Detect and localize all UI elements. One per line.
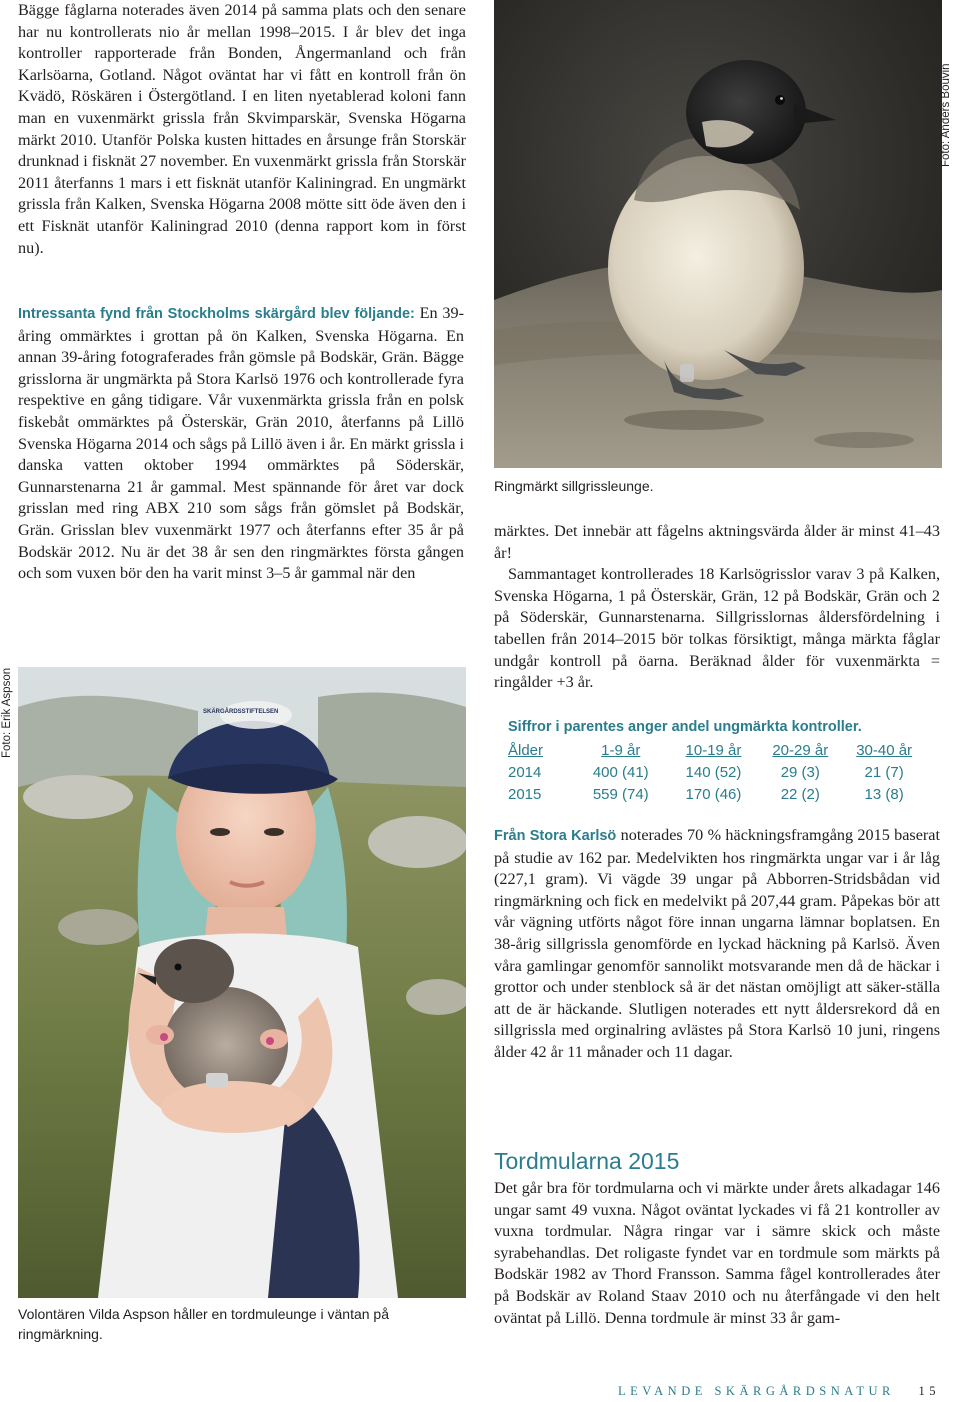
footer: [618, 1384, 940, 1399]
intro-paragraph: [18, 0, 466, 259]
karlso-lead: Från Stora Karlsö: [494, 828, 617, 844]
age-table-cell: 2014: [508, 763, 542, 781]
volunteer-photo: [18, 667, 466, 1298]
right-column-top: [494, 521, 940, 694]
age-table-cell: 22 (2): [780, 785, 820, 803]
age-table-header-cell: 30-40 år: [856, 741, 913, 759]
photo-credit-left-text: Foto: Erik Aspson: [1, 667, 13, 758]
age-table: [508, 739, 928, 805]
photo-credit-right-text: Foto: Anders Bouvin: [940, 63, 952, 167]
age-table-cell: 170 (46): [685, 785, 742, 803]
guillemot-chick-illustration: [494, 0, 942, 468]
karlso-section: [494, 825, 940, 1064]
age-table-cell: 29 (3): [780, 763, 820, 781]
age-table-block: [508, 717, 928, 805]
age-table-header-cell: Ålder: [508, 741, 544, 759]
page-number: 15: [918, 1384, 940, 1398]
cap-badge-text: SKÄRGÅRDSSTIFTELSEN: [203, 709, 279, 715]
tordmule-text: Det går bra för tordmularna och vi märkte under årets alkadagar 146 ungar samt 49 vuxna. Något oväntat lyckades vi få 21 kontroller av vuxna tordmular. Några ringar var i sämre skick och måste syrabehandlas. Det roligaste fyndet var en tordmule som märkts på Bodskär 1982 av Thord Fransson. Samma fågel kontrollerades åter på Bodskär av Roland Staav 2010 och nu återfångade vi den helt oväntat på Lillö. Denna tordmule är minst 33 år gam-: [494, 1179, 940, 1327]
karlso-text: noterades 70 % häckningsframgång 2015 baserat på studie av 162 par. Medelvikten hos ringmärkta ungar var i år låg (227,1 gram). Vi vägde 39 ungar på Abborren-Stridsbådan vid ringmärkning och fick en medelvikt på 207,44 gram. Påpekas bör att vår vägning utförts något före innan ungarna lämnar boplatsen. En 38-årig sillgrissla genomförde en lyckad häckning på Karlsö. Även våra gamlingar genomför sannolikt motsvarande men då de häckar i grottor och under stenblock så är det nästan omöjligt att säker-ställa att de är häckande. Slutligen noterades ett nytt åldersrekord då en sillgrissla med orginalring avlästes på Stora Karlsö 10 juni, ringens ålder 42 år 11 månader och 11 dagar.: [494, 826, 940, 1061]
age-table-cell: 13 (8): [864, 785, 904, 803]
stockholm-paragraph: [18, 303, 464, 585]
age-table-heading: Siffror i parentes anger andel ungmärkta kontroller.: [508, 719, 862, 735]
stockholm-text: En 39-åring ommärktes i grottan på ön Kalken, Svenska Högarna. En annan 39-åring fotograferades från gömsle på Bodskär, Grän. Bägge grisslorna är ungmärkta på Stora Karlsö 1976 och kontrollerade fyra respektive en gång tidigare. Vår vuxenmärkta grissla från en polsk fiskebåt ommärktes på Österskär, Grän 2010, återfanns på Lillö Svenska Högarna 2014 och sågs på Lillö även i år. En märkt grissla i danska vatten oktober 1994 ommärktes på Söderskär, Gunnarstenarna 21 år gammal. Mest spännande för året var dock grisslan med ring ABX 210 som sågs från gömslet på Bodskär, Grän. Grisslan blev vuxenmärkt 1977 och återfanns efter 35 år på Bodskär 2012. Nu är det 38 år sen den ringmärktes första gången och som vuxen bör den ha varit minst 3–5 år gammal när den: [18, 304, 464, 583]
age-table-header-cell: 1-9 år: [601, 741, 641, 759]
photo-caption-left: Volontären Vilda Aspson håller en tordmuleunge i väntan på ringmärkning.: [18, 1306, 390, 1342]
age-table-cell: 21 (7): [864, 763, 904, 781]
guillemot-chick-photo: [494, 0, 942, 468]
photo-caption-right: Ringmärkt sillgrissleunge.: [494, 478, 654, 494]
age-table-cell: 559 (74): [592, 785, 649, 803]
volunteer-illustration: [18, 667, 466, 1298]
table-row: [508, 783, 928, 805]
age-table-header-row: [508, 739, 928, 761]
tordmule-section: [494, 1146, 940, 1329]
karlso-paragraph: [494, 825, 940, 1064]
right-paragraph-2: Sammantaget kontrollerades 18 Karlsögrisslor varav 3 på Kalken, Svenska Högarna, 1 på Österskär, Grän, 12 på Bodskär, Grän och 2 på Söderskär, Gunnarstenarna. Sillgrisslornas åldersfördelning i tabellen från 2014–2015 bör tolkas försiktigt, många märkta fåglar undgår kontroll på öarna. Beräknad ålder för vuxenmärkta = ringålder +3 år.: [494, 565, 940, 692]
magazine-name: LEVANDE SKÄRGÅRDSNATUR: [617, 1384, 895, 1398]
age-table-header-cell: 10-19 år: [685, 741, 742, 759]
age-table-cell: 2015: [508, 785, 542, 803]
stockholm-lead: Intressanta fynd från Stockholms skärgård blev följande:: [18, 306, 415, 322]
table-row: [508, 761, 928, 783]
age-table-header-cell: 20-29 år: [772, 741, 829, 759]
tordmule-heading: Tordmularna 2015: [494, 1148, 680, 1174]
age-table-cell: 140 (52): [685, 763, 742, 781]
intro-text: Bägge fåglarna noterades även 2014 på samma plats och den senare har nu kontrollerats nio år mellan 1998–2015. I år blev det inga kontroller rapporterade från Bonden, Ångermanland och från Karlsöarna, Gotland. Något oväntat har vi fått en kontroll från ön Kvädö, Röskären i Östergötland. I en liten nyetablerad koloni fann man en vuxenmärkt grissla från Skvimparskär, Svenska Högarna märkt 2010. Utanför Polska kusten hittades en årsunge från Storskär drunknad i fisknät 27 november. En vuxenmärkt grissla från Storskär 2011 återfanns 1 mars i ett fisknät utanför Kaliningrad. En ungmärkt grissla från Kalken, Svenska Högarna 2008 mötte sitt öde även den i ett Fisknät utanför Kaliningrad 2010 (denna rapport kom in först nu).: [18, 1, 466, 257]
age-table-cell: 400 (41): [592, 763, 649, 781]
stockholm-section: [18, 303, 464, 585]
right-paragraph-1: märktes. Det innebär att fågelns aktningsvärda ålder är minst 41–43 år!: [494, 522, 940, 562]
